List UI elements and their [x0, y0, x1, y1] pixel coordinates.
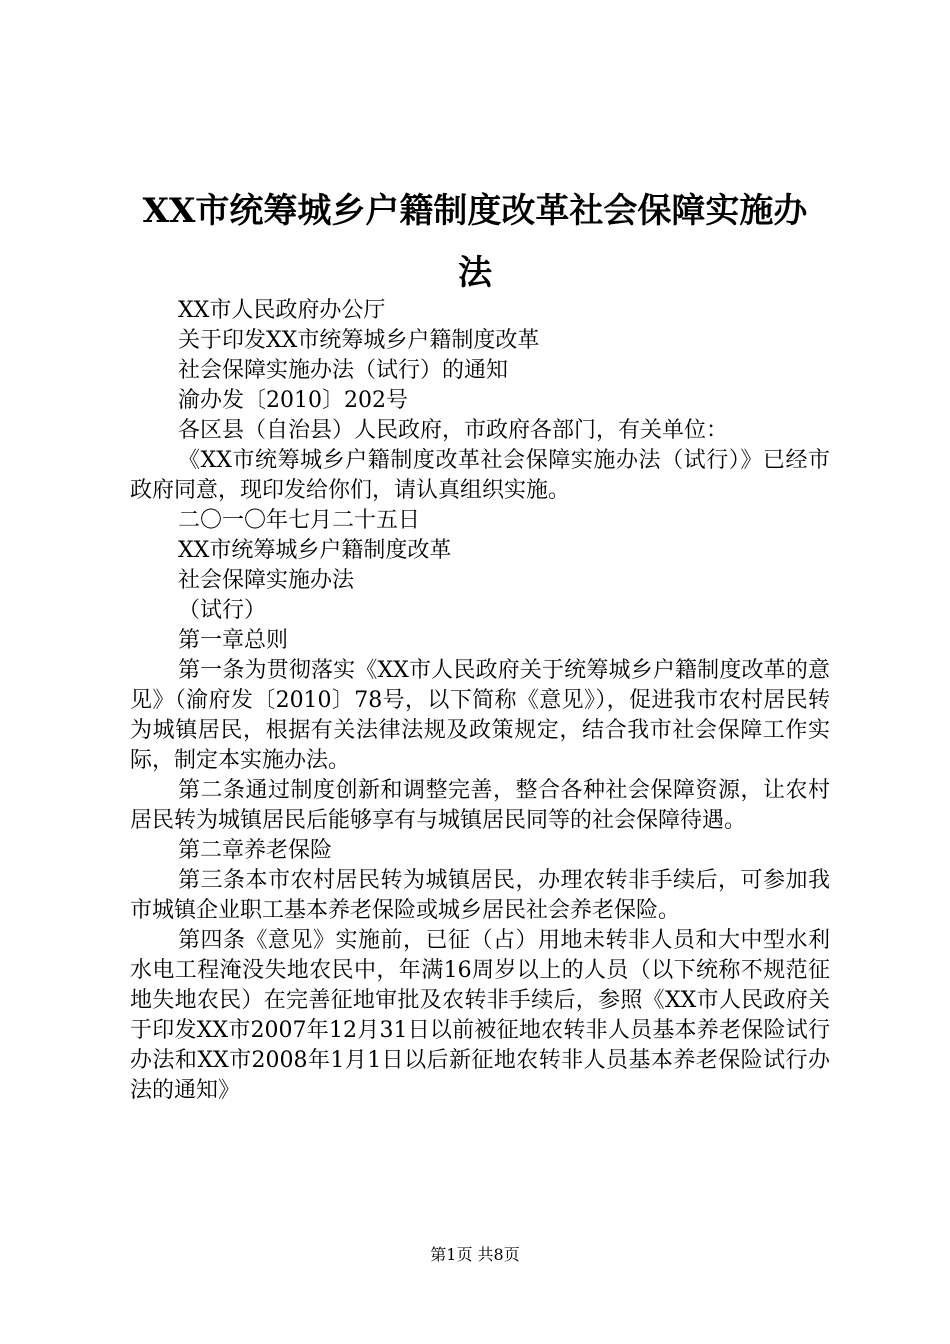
- notice-title-line-2: 社会保障实施办法（试行）的通知: [178, 358, 509, 383]
- article-2-paragraph: 第二条通过制度创新和调整完善，整合各种社会保障资源，让农村居民转为城镇居民后能够享有与城镇居民同等的社会保障待遇。: [130, 778, 830, 833]
- notice-paragraph: 《XX市统筹城乡户籍制度改革社会保障实施办法（试行）》已经市政府同意，现印发给你们，请认真组织实施。: [130, 448, 830, 503]
- issue-date: 二〇一〇年七月二十五日: [178, 508, 421, 533]
- title-line-2: 法: [458, 253, 492, 293]
- article-1-paragraph: 第一条为贯彻落实《XX市人民政府关于统筹城乡户籍制度改革的意见》（渝府发〔2010〕78号，以下简称《意见》），促进我市农村居民转为城镇居民，根据有关法律法规及政策规定，结合我市社会保障工作实际，制定本实施办法。: [130, 658, 830, 773]
- article-3-paragraph: 第三条本市农村居民转为城镇居民，办理农转非手续后，可参加我市城镇企业职工基本养老保险或城乡居民社会养老保险。: [130, 868, 830, 923]
- page-footer: 第1页 共8页: [430, 1245, 520, 1264]
- measures-title-line-1: XX市统筹城乡户籍制度改革: [178, 538, 452, 563]
- chapter-2-heading: 第二章养老保险: [178, 838, 333, 863]
- notice-title-line-1: 关于印发XX市统筹城乡户籍制度改革: [178, 328, 540, 353]
- addressee-line: 各区县（自治县）人民政府，市政府各部门，有关单位：: [178, 418, 729, 443]
- article-4-paragraph: 第四条《意见》实施前，已征（占）用地未转非人员和大中型水利水电工程淹没失地农民中，年满16周岁以上的人员（以下统称不规范征地失地农民）在完善征地审批及农转非手续后，参照《XX市人民政府关于印发XX市2007年12月31日以前被征地农转非人员基本养老保险试行办法和XX市2008年1月1日以后新征地农转非人员基本养老保险试行办法的通知》: [130, 928, 830, 1103]
- document-body: [130, 296, 830, 1106]
- issuer-line: XX市人民政府办公厅: [178, 298, 386, 323]
- measures-title-line-2: 社会保障实施办法: [178, 568, 355, 593]
- measures-trial-label: （试行）: [178, 598, 267, 623]
- title-line-1: XX市统筹城乡户籍制度改革社会保障实施办: [142, 191, 808, 231]
- chapter-1-heading: 第一章总则: [178, 628, 289, 653]
- document-title: [120, 180, 830, 304]
- document-number: 渝办发〔2010〕202号: [178, 388, 408, 413]
